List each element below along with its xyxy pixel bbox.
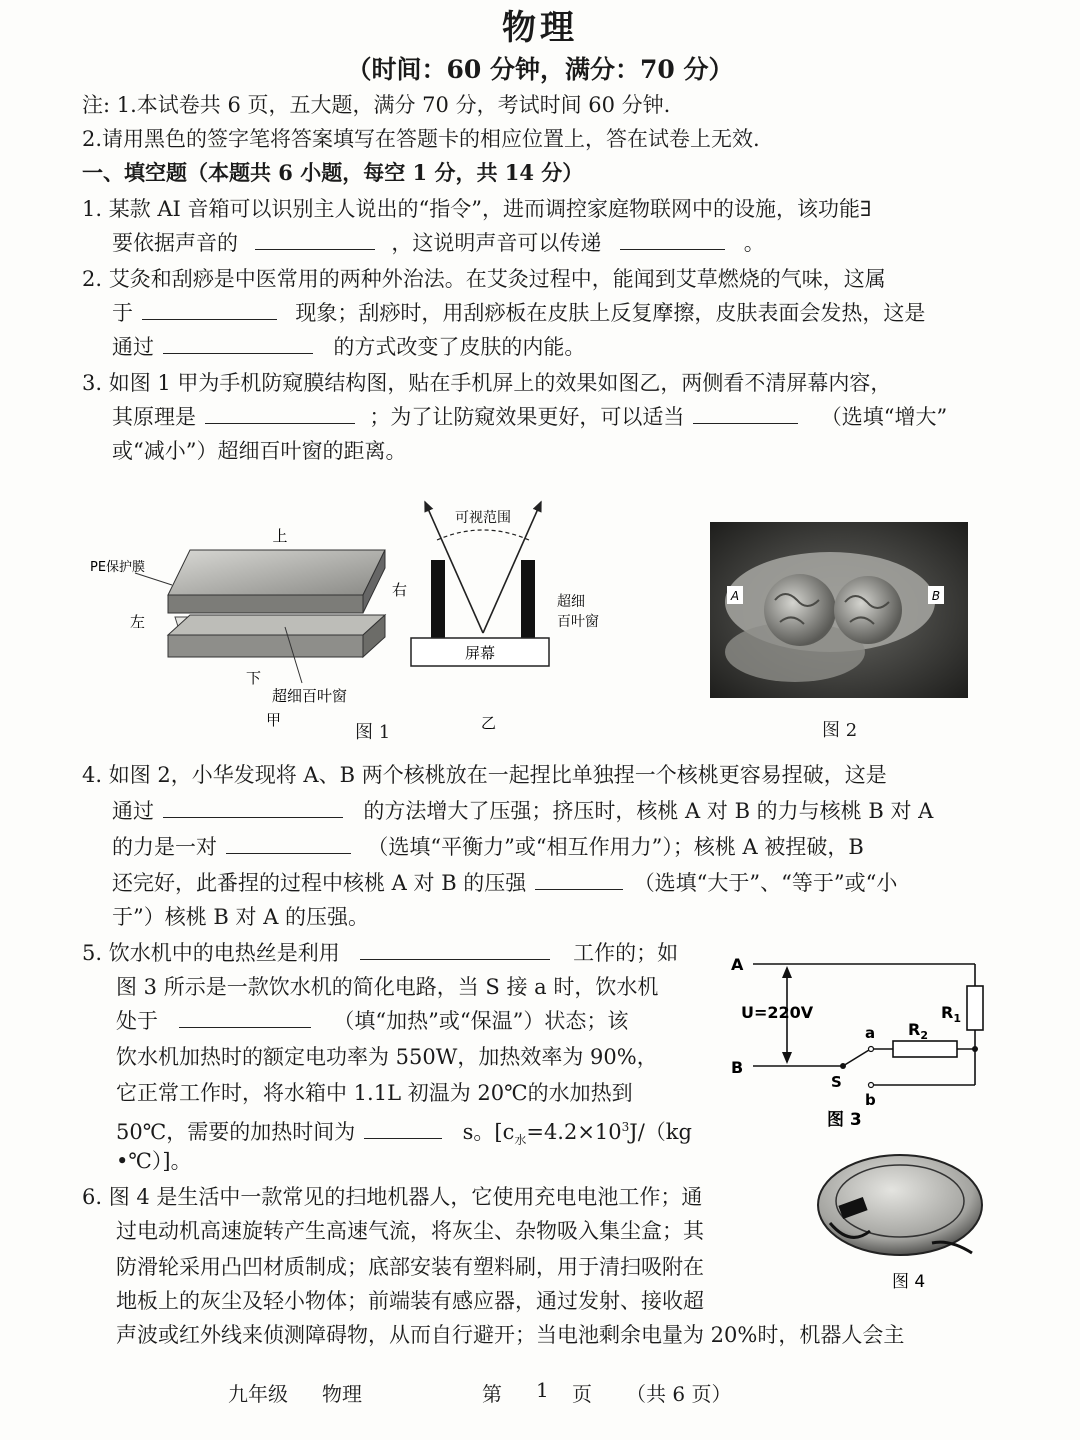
figure-3-caption: 图 3	[827, 1110, 862, 1130]
q5-blank-3[interactable]	[364, 1118, 442, 1139]
q6-line1: 6. 图 4 是生活中一款常见的扫地机器人，它使用充电电池工作；通	[82, 1185, 703, 1209]
q5-line7: •℃）]。	[116, 1149, 192, 1173]
switch-blade	[843, 1050, 869, 1066]
label-contact-b: b	[865, 1091, 876, 1109]
q3-blank-1[interactable]	[205, 403, 355, 424]
label-pe-film: PE保护膜	[90, 560, 146, 575]
q4-blank-3[interactable]	[535, 869, 623, 890]
label-bottom: 下	[246, 669, 262, 687]
q5-blank-1[interactable]	[360, 939, 550, 960]
bottom-plate	[168, 615, 385, 635]
figure-2-caption: 图 2	[822, 720, 858, 741]
note-1: 注: 1.本试卷共 6 页，五大题，满分 70 分，考试时间 60 分钟.	[82, 93, 671, 117]
walnut-a-icon	[764, 574, 836, 646]
view-arc	[437, 530, 529, 540]
q4-line2: 通过 的方法增大了压强；挤压时，核桃 A 对 B 的力与核桃 B 对 A	[112, 799, 934, 823]
walnut-b-icon	[834, 576, 902, 644]
bottom-plate-front	[168, 635, 363, 657]
resistor-r2	[893, 1041, 957, 1057]
q2-blank-1[interactable]	[142, 299, 277, 320]
q2-line1: 2. 艾灸和刮痧是中医常用的两种外治法。在艾灸过程中，能闻到艾草燃烧的气味，这属	[82, 267, 886, 291]
q3-line2: 其原理是 ；为了让防窥效果更好，可以适当 （选填“增大”	[112, 405, 948, 429]
q4-line3: 的力是一对 （选填“平衡力”或“相互作用力”）；核桃 A 被捏破，B	[112, 835, 864, 859]
figure-4-caption: 图 4	[892, 1272, 926, 1292]
q6-line2: 过电动机高速旋转产生高速气流，将灰尘、杂物吸入集尘盒；其	[116, 1219, 704, 1243]
q4-blank-1[interactable]	[163, 797, 343, 818]
louver-left	[431, 560, 445, 638]
q4-blank-2[interactable]	[226, 833, 351, 854]
q1-blank-1[interactable]	[255, 229, 375, 250]
label-r2: $R_2$	[908, 1020, 928, 1042]
label-screen: 屏幕	[464, 644, 496, 662]
figure-2-photo	[710, 522, 968, 698]
node-b: B	[731, 1058, 744, 1077]
footer-page-number: 1	[536, 1378, 549, 1402]
label-right: 右	[392, 581, 408, 599]
top-plate-front	[168, 595, 363, 613]
footer-grade: 九年级	[228, 1382, 288, 1406]
label-r1: $R_1$	[941, 1003, 961, 1025]
q3-blank-2[interactable]	[693, 403, 798, 424]
q4-line1: 4. 如图 2，小华发现将 A、B 两个核桃放在一起捏比单独捏一个核桃更容易捏破，这是	[82, 763, 887, 787]
page-title: 物理	[502, 8, 578, 48]
node-a: A	[731, 955, 744, 974]
note-2: 2.请用黑色的签字笔将答案填写在答题卡的相应位置上，答在试卷上无效.	[82, 127, 760, 151]
label-yi: 乙	[481, 714, 497, 732]
q5-line4: 饮水机加热时的额定电功率为 550W，加热效率为 90%，	[116, 1045, 658, 1069]
label-walnut-a: A	[730, 589, 740, 603]
q4-line5: 于”）核桃 B 对 A 的压强。	[112, 905, 370, 929]
figure-4-robot	[812, 1145, 990, 1295]
figure-1-caption: 图 1	[355, 722, 391, 743]
q5-line5: 它正常工作时，将水箱中 1.1L 初温为 20℃的水加热到	[116, 1081, 633, 1105]
q5-blank-2[interactable]	[179, 1007, 311, 1028]
q5-line3: 处于 （填“加热”或“保温”）状态；该	[116, 1009, 629, 1033]
q6-line4: 地板上的灰尘及轻小物体；前端装有感应器，通过发射、接收超	[116, 1289, 704, 1313]
label-louver-1: 超细	[557, 594, 585, 610]
footer-page-prefix: 第	[482, 1382, 502, 1406]
footer-total-pages: （共 6 页）	[626, 1382, 732, 1406]
louver-right	[521, 560, 535, 638]
figure-1-yi	[405, 498, 630, 738]
q5-line6: 50℃，需要的加热时间为 s。[$c_水=4.2\times 10^3J/(kg$	[116, 1120, 692, 1148]
q3-line1: 3. 如图 1 甲为手机防窥膜结构图，贴在手机屏上的效果如图乙，两侧看不清屏幕内容，	[82, 371, 892, 395]
label-jia: 甲	[266, 711, 282, 729]
label-contact-a: a	[865, 1024, 876, 1042]
label-left: 左	[130, 613, 146, 631]
label-top: 上	[272, 527, 288, 545]
q2-blank-2[interactable]	[163, 333, 313, 354]
q1-blank-2[interactable]	[620, 229, 725, 250]
label-louver: 超细百叶窗	[272, 687, 348, 705]
figure-3-circuit	[725, 950, 995, 1135]
top-plate	[168, 550, 385, 595]
q3-line3: 或“减小”）超细百叶窗的距离。	[112, 439, 407, 463]
resistor-r1	[967, 986, 983, 1030]
q2-line3: 通过 的方式改变了皮肤的内能。	[112, 335, 586, 359]
footer-page-suffix: 页	[572, 1382, 592, 1406]
q1-line2: 要依据声音的 ，这说明声音可以传递 。	[112, 231, 765, 255]
label-switch: S	[831, 1073, 842, 1091]
label-view-range: 可视范围	[455, 510, 511, 526]
q5-line2: 图 3 所示是一款饮水机的简化电路，当 S 接 a 时，饮水机	[116, 975, 659, 999]
q4-line4: 还完好，此番捏的过程中核桃 A 对 B 的压强 （选填“大于”、“等于”或“小	[112, 871, 898, 895]
q5-line1: 5. 饮水机中的电热丝是利用 工作的；如	[82, 941, 679, 965]
page-subtitle: （时间：60 分钟，满分：70 分）	[346, 55, 734, 84]
footer-subject: 物理	[322, 1382, 362, 1406]
q6-line5: 声波或红外线来侦测障碍物，从而自行避开；当电池剩余电量为 20%时，机器人会主	[116, 1323, 905, 1347]
q6-line3: 防滑轮采用凸凹材质制成；底部安装有塑料刷，用于清扫吸附在	[116, 1255, 704, 1279]
figure-1-jia	[80, 505, 420, 740]
q2-line2: 于 现象；刮痧时，用刮痧板在皮肤上反复摩擦，皮肤表面会发热，这是	[112, 301, 926, 325]
q1-line1: 1. 某款 AI 音箱可以识别主人说出的“指令”，进而调控家庭物联网中的设施，该功能∃	[82, 197, 872, 221]
label-louver-2: 百叶窗	[557, 614, 599, 630]
label-voltage: U=220V	[741, 1003, 814, 1022]
section-title: 一、填空题（本题共 6 小题，每空 1 分，共 14 分）	[82, 160, 584, 185]
label-walnut-b: B	[931, 589, 941, 603]
